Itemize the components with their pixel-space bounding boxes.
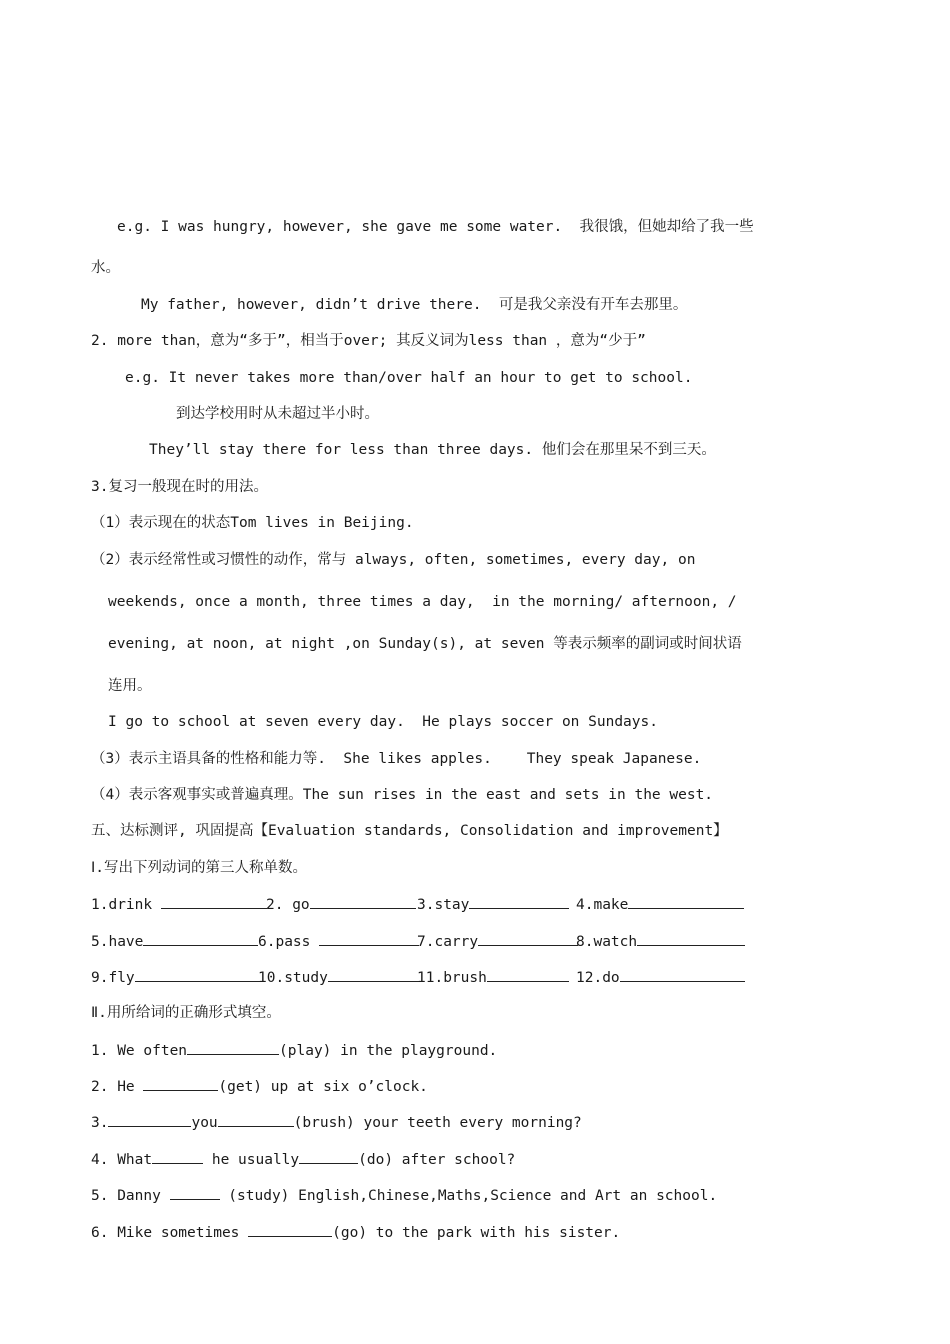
example-less-than: They’ll stay there for less than three days. 他们会在那里呆不到三天。 [149,442,716,458]
exercise-1-heading: Ⅰ.写出下列动词的第三人称单数。 [91,860,308,876]
example-however-1: e.g. I was hungry, however, she gave me some water. 我很饿，但她却给了我一些 [117,219,754,235]
usage-1: （1）表示现在的状态Tom lives in Beijing. [91,515,414,531]
fill-item-6: 6. Mike sometimes (go) to the park with his sister. [91,1222,620,1243]
verb-item: 10.study [258,967,420,988]
usage-2-cont-3: 连用。 [108,678,152,694]
verb-item: 4.make [576,894,744,915]
verb-item: 2. go [266,894,416,915]
usage-4: （4）表示客观事实或普遍真理。The sun rises in the east and sets in the west. [91,787,714,803]
verb-item: 6.pass [258,931,419,952]
verb-item: 9.fly [91,967,260,988]
fill-item-4: 4. What he usually (do) after school? [91,1149,515,1170]
verb-item: 8.watch [576,931,745,952]
example-more-than-translation: 到达学校用时从未超过半小时。 [176,406,379,422]
verb-item: 5.have [91,931,258,952]
verb-item: 3.stay [417,894,569,915]
example-however-1-cont: 水。 [91,260,120,276]
point-3-present-simple: 3.复习一般现在时的用法。 [91,479,268,495]
fill-item-2: 2. He (get) up at six o’clock. [91,1076,428,1097]
usage-2-cont-1: weekends, once a month, three times a day, in the morning/ afternoon, / [108,594,737,610]
fill-item-5: 5. Danny (study) English,Chinese,Maths,Science and Art an school. [91,1185,717,1206]
fill-item-1: 1. We often (play) in the playground. [91,1040,497,1061]
example-however-2: My father, however, didn’t drive there. 可是我父亲没有开车去那里。 [141,297,688,313]
usage-2-examples: I go to school at seven every day. He plays soccer on Sundays. [108,714,658,730]
usage-2: （2）表示经常性或习惯性的动作，常与 always, often, sometimes, every day, on [91,552,696,568]
exercise-2-heading: Ⅱ.用所给词的正确形式填空。 [91,1005,281,1021]
verb-item: 1.drink [91,894,267,915]
usage-3: （3）表示主语具备的性格和能力等. She likes apples. They speak Japanese. [91,751,702,767]
fill-item-3: 3. you (brush) your teeth every morning? [91,1112,582,1133]
verb-item: 12.do [576,967,745,988]
example-more-than: e.g. It never takes more than/over half an hour to get to school. [125,370,693,386]
point-2-more-than: 2. more than，意为“多于”，相当于over; 其反义词为less than ，意为“少于” [91,333,646,349]
verb-item: 7.carry [417,931,578,952]
verb-item: 11.brush [417,967,569,988]
usage-2-cont-2: evening, at noon, at night ,on Sunday(s), at seven 等表示频率的副词或时间状语 [108,636,742,652]
section-5-heading: 五、达标测评, 巩固提高【Evaluation standards, Consolidation and improvement】 [91,823,728,839]
